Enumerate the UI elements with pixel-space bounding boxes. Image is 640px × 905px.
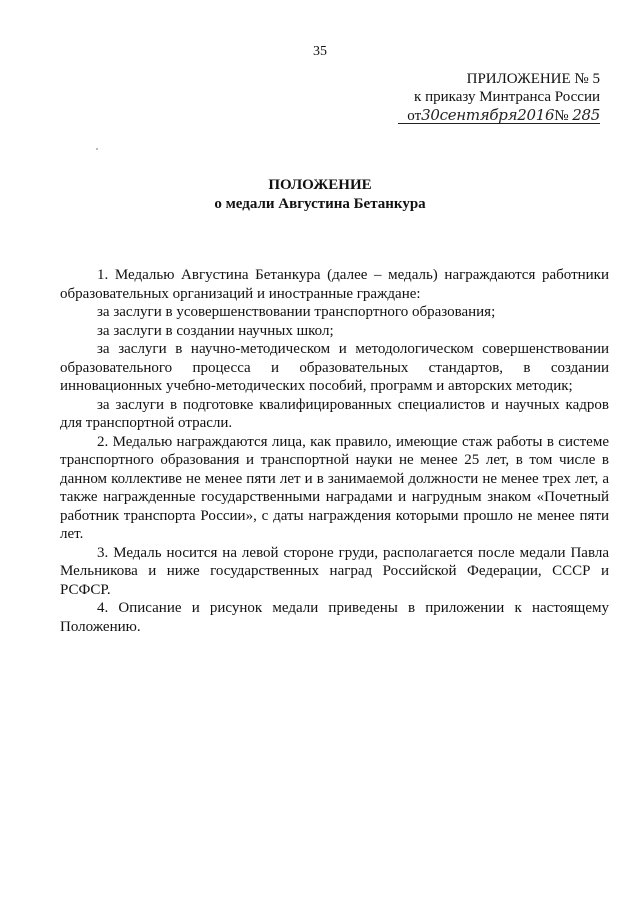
scan-speck: [96, 148, 98, 150]
handwritten-order-number: 285: [572, 106, 600, 124]
paragraph-1-item-4: за заслуги в подготовке квалифицированных специалистов и научных кадров для транспортной отрасли.: [60, 396, 609, 431]
paragraph-1: 1. Медалью Августина Бетанкура (далее – медаль) награждаются работники образовательных организаций и иностранные граждане:: [60, 267, 609, 302]
appendix-order: к приказу Минтранса России: [414, 89, 600, 105]
document-body: [60, 266, 609, 636]
paragraph-1-item-3: за заслуги в научно-методическом и методологическом совершенствовании образовательного процесса и образовательных стандартов, в создании инновационных учебно-методических пособий, программ и авторских методик;: [60, 341, 609, 394]
title-line-1: ПОЛОЖЕНИЕ: [268, 177, 372, 193]
paragraph-4: 4. Описание и рисунок медали приведены в приложении к настоящему Положению.: [60, 600, 609, 635]
order-number-sign: №: [554, 108, 569, 124]
paragraph-2: 2. Медалью награждаются лица, как правило, имеющие стаж работы в системе транспортного образования и транспортной науки не менее 25 лет, в том числе в данном коллективе не менее пяти лет и в занимаемой должности не менее трех лет, а также награжденные государственными наградами и нагрудным знаком «Почетный работник транспорта России», с даты награждения которыми прошло не менее пяти лет.: [60, 433, 609, 542]
appendix-header: [380, 70, 600, 125]
appendix-title: ПРИЛОЖЕНИЕ № 5: [466, 71, 600, 87]
handwritten-date: 30сентября2016: [421, 106, 555, 124]
appendix-order-date-line: [380, 106, 600, 125]
page-number: 35: [313, 44, 327, 59]
document-title: [0, 176, 640, 214]
order-from-prefix: от: [407, 108, 422, 124]
paragraph-3: 3. Медаль носится на левой стороне груди, располагается после медали Павла Мельникова и ниже государственных наград Российской Федерации, СССР и РСФСР.: [60, 544, 609, 598]
paragraph-1-item-2: за заслуги в создании научных школ;: [97, 322, 334, 339]
title-line-2: о медали Августина Бетанкура: [214, 196, 426, 212]
order-underline: [398, 123, 600, 124]
paragraph-1-item-1: за заслуги в усовершенствовании транспортного образования;: [97, 304, 496, 320]
